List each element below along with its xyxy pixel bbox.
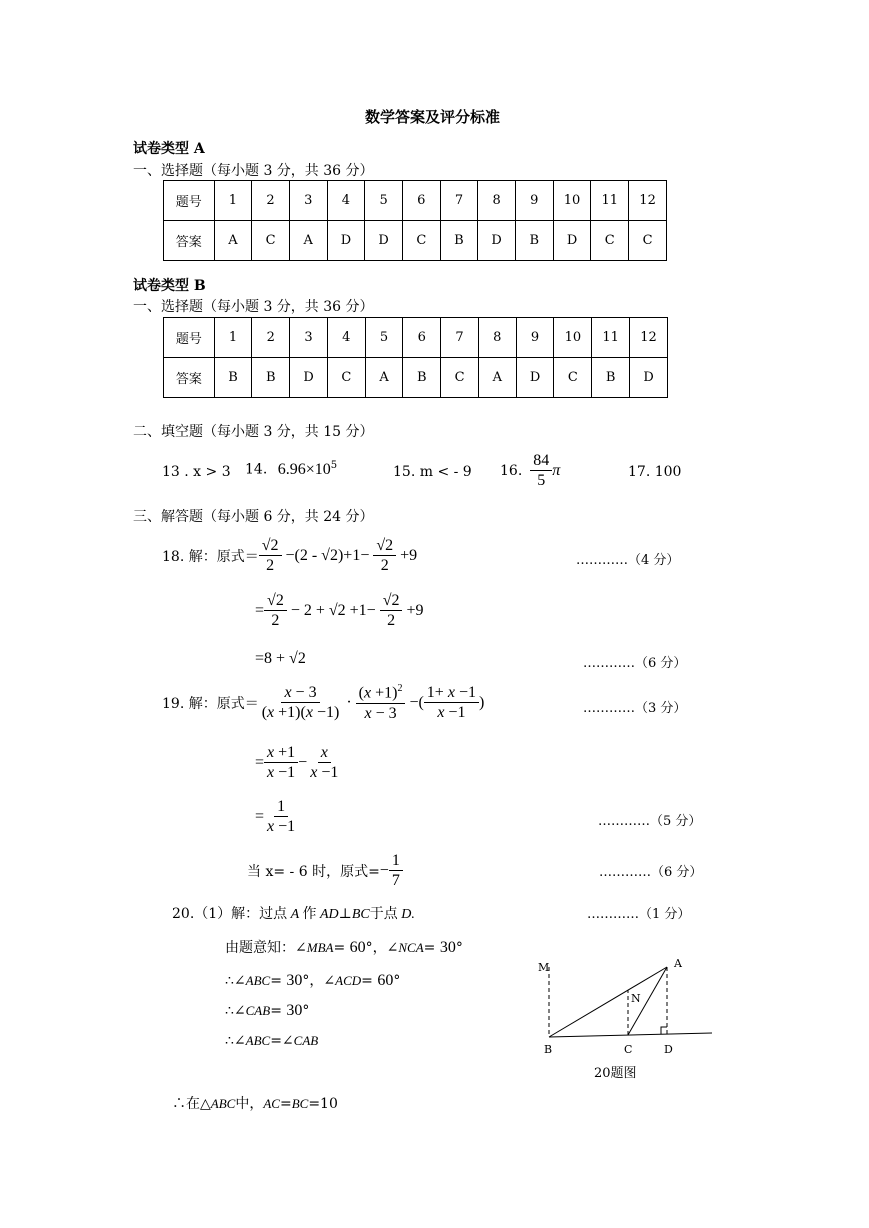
table-cell: B — [515, 221, 553, 261]
figure-caption: 20题图 — [594, 1066, 637, 1081]
label-m: M — [538, 961, 550, 974]
q16-fraction — [530, 451, 552, 490]
q20-step3: ∴∠ABC=∠CAB — [225, 1033, 319, 1049]
table-cell: C — [327, 358, 365, 398]
table-cell: 5 — [365, 318, 403, 358]
table-cell: 10 — [554, 318, 592, 358]
row-label: 题号 — [164, 318, 215, 358]
table-cell: 11 — [592, 318, 630, 358]
table-row-numbers — [164, 181, 667, 221]
table-cell: B — [440, 221, 478, 261]
table-cell: A — [289, 221, 327, 261]
table-cell: 9 — [515, 181, 553, 221]
table-cell: D — [516, 358, 554, 398]
q20-given: 由题意知：∠MBA= 60°，∠NCA= 30° — [225, 939, 463, 956]
table-cell: 1 — [214, 318, 252, 358]
q16-label: 16. — [500, 462, 523, 479]
q17-answer: 17. 100 — [628, 464, 682, 480]
table-cell: B — [214, 358, 252, 398]
fill-section: 二、填空题（每小题 3 分，共 15 分） — [133, 424, 374, 440]
label-n: N — [631, 992, 641, 1005]
table-cell: A — [478, 358, 516, 398]
q14-value: 6.96×10 — [277, 460, 331, 478]
line-ba — [549, 967, 667, 1037]
table-cell: 3 — [289, 181, 327, 221]
type-b-section: 一、选择题（每小题 3 分，共 36 分） — [133, 299, 374, 315]
q18-score-6: …………（6 分） — [583, 656, 687, 671]
row-label: 答案 — [164, 358, 215, 398]
solve-section: 三、解答题（每小题 6 分，共 24 分） — [133, 509, 374, 525]
table-cell: 9 — [516, 318, 554, 358]
table-cell: D — [290, 358, 328, 398]
table-row-numbers — [164, 318, 668, 358]
q19-when: 当 x= - 6 时，原式= — [247, 863, 380, 880]
label-c: C — [624, 1043, 633, 1056]
q20-therefore: ∴在△ — [172, 1096, 211, 1112]
table-cell: 7 — [441, 318, 479, 358]
table-row-answers — [164, 358, 668, 398]
table-cell: B — [252, 358, 290, 398]
q19-label: 19. 解：原式＝ — [162, 695, 259, 712]
table-cell: 1 — [214, 181, 252, 221]
row-label: 答案 — [164, 221, 215, 261]
answer-table-a — [163, 180, 667, 261]
table-cell: 8 — [478, 181, 516, 221]
q19-line4: 当 x= - 6 时，原式= − $\frac{1}{7}$ — [247, 851, 403, 890]
label-a: A — [674, 957, 682, 970]
table-cell: C — [252, 221, 290, 261]
answer-table-b — [163, 317, 668, 398]
q18-line1: 18. 解：原式＝ $\frac{√2}{2}$ −(2 - √2)+1− $\frac{√2}{2}$ +9 — [162, 537, 418, 575]
q18-line2: = $\frac{√2}{2}$ − 2 + √2 +1− $\frac{√2}{2}$ +9 — [255, 592, 424, 630]
table-cell: 2 — [252, 181, 290, 221]
q20-rest: 作 — [302, 906, 317, 922]
q20-line1: 20.（1）解：过点 A 作 AD⊥BC于点 D. — [172, 906, 415, 922]
page-title: 数学答案及评分标准 — [365, 108, 501, 126]
q18-label: 18. 解：原式＝ — [162, 548, 259, 565]
row-label: 题号 — [164, 181, 215, 221]
table-cell: A — [365, 358, 403, 398]
table-cell: 3 — [290, 318, 328, 358]
table-cell: D — [553, 221, 591, 261]
table-cell: 8 — [478, 318, 516, 358]
type-a-section: 一、选择题（每小题 3 分，共 36 分） — [133, 163, 374, 179]
q19-score-3: …………（3 分） — [583, 701, 687, 716]
q16-numerator: 84 — [530, 451, 552, 471]
table-cell: D — [327, 221, 365, 261]
table-cell: C — [441, 358, 479, 398]
label-b: B — [544, 1043, 553, 1056]
table-cell: 10 — [553, 181, 591, 221]
table-cell: 11 — [591, 181, 629, 221]
q20-label: 20.（1）解：过点 — [172, 906, 288, 922]
q19-score-6: …………（6 分） — [599, 865, 703, 880]
q18-line3: =8 + √2 — [255, 650, 306, 667]
table-cell: C — [554, 358, 592, 398]
right-angle-mark — [661, 1027, 667, 1034]
table-cell: D — [630, 358, 668, 398]
q20-mid: 于点 — [369, 906, 398, 922]
q14-exponent: 5 — [330, 460, 338, 471]
table-cell: B — [403, 358, 441, 398]
q14-label: 14. — [245, 461, 268, 478]
q19-line3: = $\frac{1}{x -1}$ — [255, 798, 296, 836]
table-cell: B — [592, 358, 630, 398]
table-cell: 12 — [630, 318, 668, 358]
q14-answer — [245, 460, 337, 479]
table-cell: C — [629, 221, 667, 261]
q16-denominator: 5 — [537, 472, 546, 490]
table-cell: 2 — [252, 318, 290, 358]
q15-answer: 15. m < - 9 — [393, 464, 472, 480]
table-row-answers — [164, 221, 667, 261]
table-cell: C — [402, 221, 440, 261]
type-a-heading: 试卷类型 A — [133, 141, 205, 157]
q19-line1: 19. 解：原式＝ $\frac{x - 3}{(x +1)(x -1)}$ · $\frac{(x +1)^2}{x - 3}$ −( $\frac{1+ x -1}{x -1}$ ) — [162, 683, 485, 722]
table-cell: 7 — [440, 181, 478, 221]
table-cell: 6 — [402, 181, 440, 221]
table-cell: A — [214, 221, 252, 261]
q20-step2: ∴∠CAB= 30° — [225, 1002, 310, 1019]
table-cell: 4 — [327, 181, 365, 221]
table-cell: C — [591, 221, 629, 261]
table-cell: D — [478, 221, 516, 261]
table-cell: 12 — [629, 181, 667, 221]
type-b-heading: 试卷类型 B — [133, 278, 206, 294]
q20-step4: ∴在△ABC中，AC=BC=10 — [172, 1096, 338, 1112]
q20-score-1: …………（1 分） — [587, 907, 691, 922]
q20-step1: ∴∠ABC= 30°，∠ACD= 60° — [225, 972, 401, 989]
table-cell: 6 — [403, 318, 441, 358]
table-cell: 4 — [327, 318, 365, 358]
q16-answer — [500, 451, 560, 490]
line-bd — [549, 1033, 712, 1037]
label-d: D — [664, 1043, 673, 1056]
q19-score-5: …………（5 分） — [598, 814, 702, 829]
table-cell: D — [365, 221, 403, 261]
q19-line2: = $\frac{x +1}{x -1}$ − $\frac{x}{x -1}$ — [255, 744, 339, 782]
q20-given-text: 由题意知：∠ — [225, 940, 307, 956]
q16-pi: π — [552, 461, 561, 479]
q13-answer: 13 . x > 3 — [162, 464, 231, 480]
table-cell: 5 — [365, 181, 403, 221]
q18-score-4: …………（4 分） — [576, 553, 680, 568]
